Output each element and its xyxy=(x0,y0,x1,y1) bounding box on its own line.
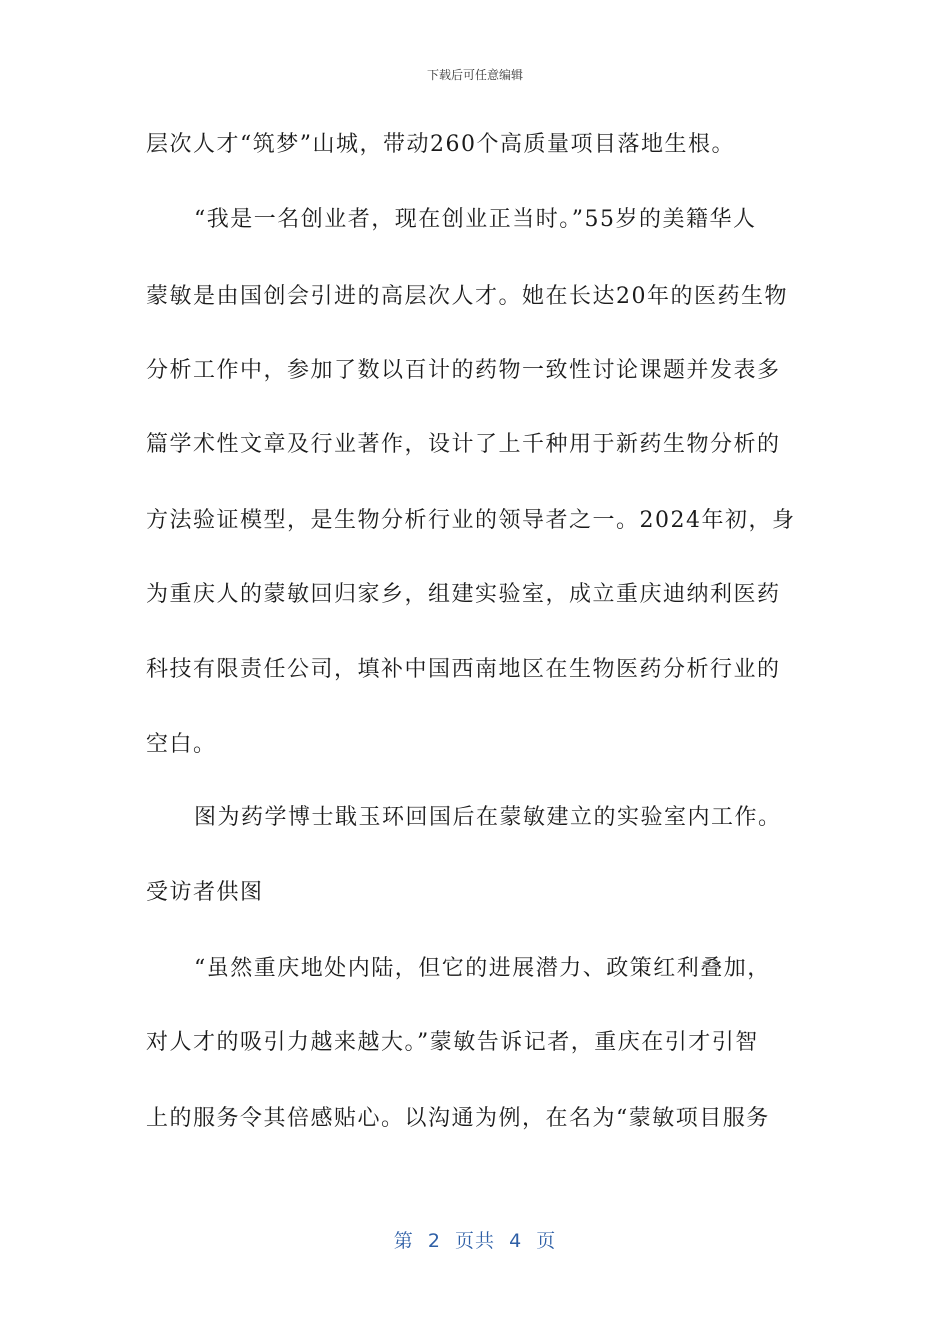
text-line: 蒙敏是由国创会引进的高层次人才。她在长达20年的医药生物 xyxy=(146,284,788,309)
text-line: 篇学术性文章及行业著作，设计了上千种用于新药生物分析的 xyxy=(146,432,781,457)
text-line: 层次人才“筑梦”山城，带动260个高质量项目落地生根。 xyxy=(146,132,735,157)
download-note: 下载后可任意编辑 xyxy=(426,68,523,82)
text-line: “我是一名创业者，现在创业正当时。”55岁的美籍华人 xyxy=(194,207,757,232)
text-line: 分析工作中，参加了数以百计的药物一致性讨论课题并发表多 xyxy=(146,358,781,383)
text-line: 上的服务令其倍感贴心。以沟通为例，在名为“蒙敏项目服务 xyxy=(146,1106,770,1131)
text-line: “虽然重庆地处内陆，但它的进展潜力、政策红利叠加， xyxy=(194,956,771,981)
text-line: 图为药学博士戢玉环回国后在蒙敏建立的实验室内工作。 xyxy=(194,805,782,830)
text-line: 为重庆人的蒙敏回归家乡，组建实验室，成立重庆迪纳利医药 xyxy=(146,582,781,607)
text-line: 对人才的吸引力越来越大。”蒙敏告诉记者，重庆在引才引智 xyxy=(146,1030,759,1055)
text-line: 科技有限责任公司，填补中国西南地区在生物医药分析行业的 xyxy=(146,657,781,682)
text-line: 方法验证模型，是生物分析行业的领导者之一。2024年初，身 xyxy=(146,508,796,533)
text-line: 空白。 xyxy=(146,732,217,757)
page-number: 第 2 页共 4 页 xyxy=(393,1230,557,1252)
text-line: 受访者供图 xyxy=(146,880,264,905)
